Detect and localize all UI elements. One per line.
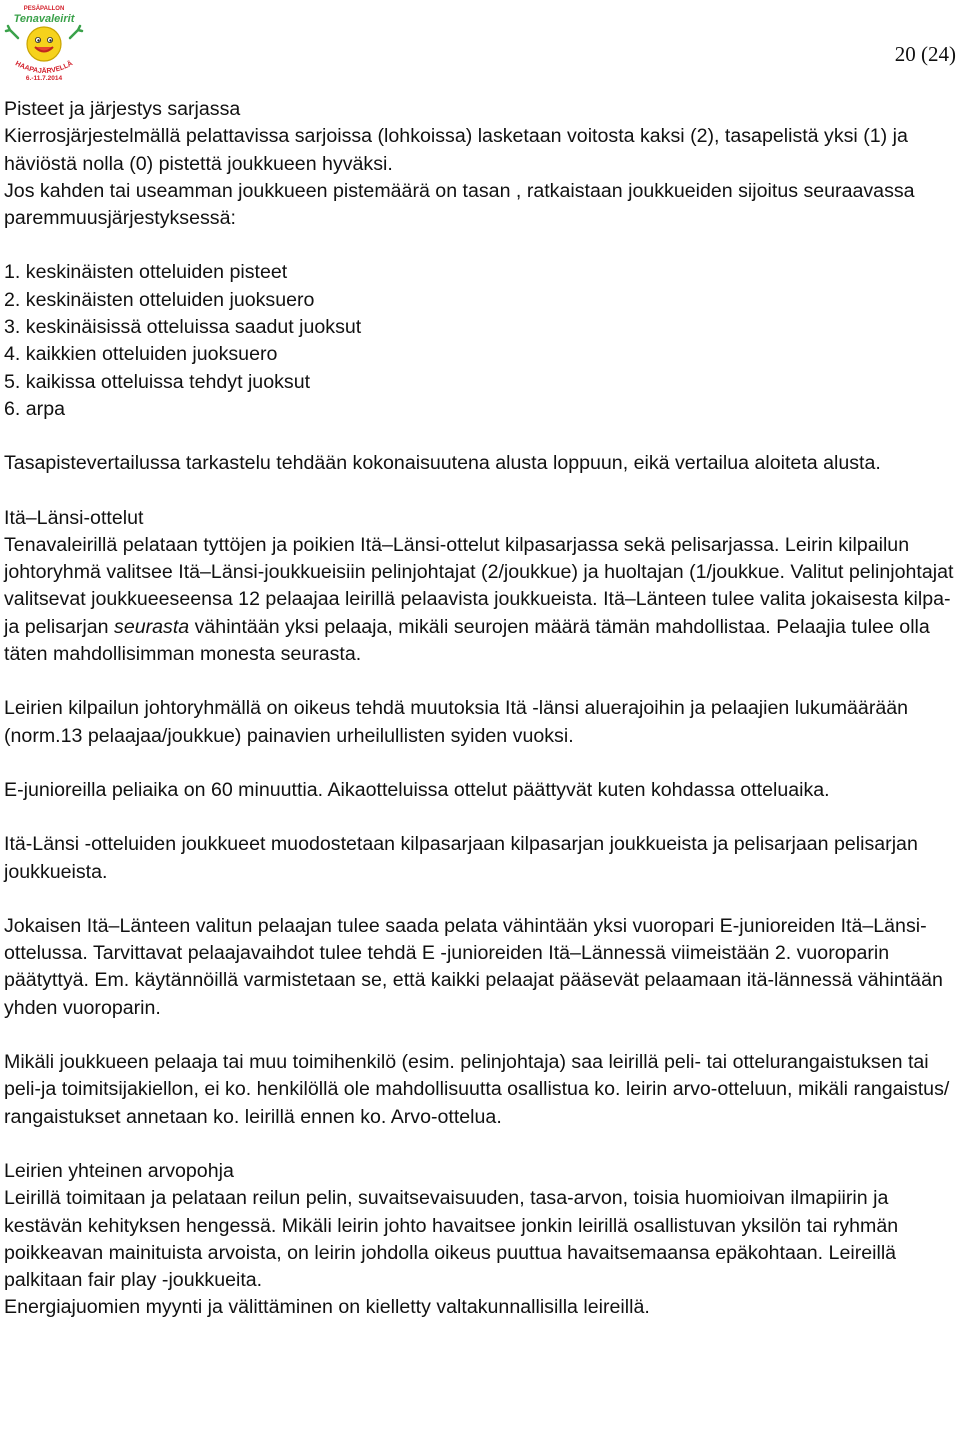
points-paragraph-1: Kierrosjärjestelmällä pelattavissa sarjoissa (lohkoissa) lasketaan voitosta kaksi (2), tasapelistä yksi (1) ja häviöstä nolla (0) pistettä joukkueen hyväksi. [4,125,908,175]
list-item: 5. kaikissa otteluissa tehdyt juoksut [4,370,311,393]
list-item: 4. kaikkien otteluiden juoksuero [4,343,278,366]
logo-top-text: PESÄPALLON [23,6,65,12]
logo-brand-text: Tenavaleirit [13,13,75,25]
east-west-paragraph-5: Jokaisen Itä–Länteen valitun pelaajan tulee saada pelata vähintään yksi vuoropari E-junioreiden Itä–Länsi-ottelussa. Tarvittavat pelaajavaihdot tulee tehdä E -junioreiden Itä–Lännessä viimeistään 2. vuoroparin päätyttyä. Em. käytännöillä varmistetaan se, että kaikki pelaajat pääsevät pelaamaan itä-lännessä vähintään yhden vuoroparin. [4,914,943,1019]
list-item: 3. keskinäisissä otteluissa saadut juoksut [4,316,362,339]
section-heading-values: Leirien yhteinen arvopohja [4,1159,234,1182]
list-item: 6. arpa [4,397,66,420]
list-item: 1. keskinäisten otteluiden pisteet [4,261,288,284]
east-west-paragraph-2: Leirien kilpailun johtoryhmällä on oikeus tehdä muutoksia Itä -länsi aluerajoihin ja pelaajien lukumäärään (norm.13 pelaajaa/joukkue) painavien urheilullisten syiden vuoksi. [4,697,909,747]
points-paragraph-2: Jos kahden tai useamman joukkueen pistemäärä on tasan , ratkaistaan joukkueiden sijoitus seuraavassa paremmuusjärjestyksessä: [4,179,915,230]
page-number: 20 (24) [894,42,956,66]
section-heading-east-west: Itä–Länsi-ottelut [4,506,144,529]
points-paragraph-3: Tasapistevertailussa tarkastelu tehdään kokonaisuutena alusta loppuun, eikä vertailua aloiteta alusta. [4,452,881,475]
logo-graphic [4,2,84,82]
svg-text:HAAPAJÄRVELLÄ [14,59,74,75]
logo-dates-text: 6.-11.7.2014 [25,75,63,82]
list-item: 2. keskinäisten otteluiden juoksuero [4,288,315,311]
tiebreak-list [4,259,956,423]
east-west-paragraph-1: Tenavaleirillä pelataan tyttöjen ja poikien Itä–Länsi-ottelut kilpasarjassa sekä pelisarjassa. Leirin kilpailun johtoryhmä valitsee Itä–Länsi-joukkueisiin pelinjohtajat (2/joukkue) ja huoltajan (1/joukkue. Valitut pelinjohtajat valitsevat joukkueeseensa 12 pelaajaa leirillä pelaavista joukkueista. Itä–Länteen tulee valita jokaisesta kilpa- ja pelisarjan seurasta vähintään yksi pelaaja, mikäli seurojen määrä tämän mahdollistaa. Pelaajia tulee olla täten mahdollisimman monesta seurasta. [4,533,954,666]
east-west-paragraph-3: E-junioreilla peliaika on 60 minuuttia. Aikaotteluissa ottelut päättyvät kuten kohdassa otteluaika. [4,778,830,801]
values-paragraph-1: Leirillä toimitaan ja pelataan reilun pelin, suvaitsevaisuuden, tasa-arvon, toisia huomioivan ilmapiirin ja kestävän kehityksen hengessä. Mikäli leirin johto havaitsee jonkin leirillä osallistuvan yksilön tai ryhmän poikkeavan mainituista arvoista, on leirin johdolla oikeus puuttua havaitsemaansa epäkohtaan. Leireillä palkitaan fair play -joukkueita. [4,1187,899,1292]
tenavaleirit-logo [4,2,84,82]
section-heading-points: Pisteet ja järjestys sarjassa [4,98,241,120]
east-west-paragraph-4: Itä-Länsi -otteluiden joukkueet muodostetaan kilpasarjaan kilpasarjan joukkueista ja pelisarjaan pelisarjan joukkueista. [4,833,918,883]
logo-place-text: HAAPAJÄRVELLÄ [13,60,75,76]
document-body [4,96,956,1322]
east-west-paragraph-6: Mikäli joukkueen pelaaja tai muu toimihenkilö (esim. pelinjohtaja) saa leirillä peli- tai ottelurangaistuksen tai peli-ja toimitsijakiellon, ei ko. henkilöllä ole mahdollisuutta osallistua ko. leirin arvo-otteluun, mikäli rangaistus/ rangaistukset annetaan ko. leirillä ennen ko. Arvo-ottelua. [4,1051,950,1128]
smiley-ball-icon [27,27,61,61]
values-paragraph-2: Energiajuomien myynti ja välittäminen on kielletty valtakunnallisilla leireillä. [4,1296,650,1319]
